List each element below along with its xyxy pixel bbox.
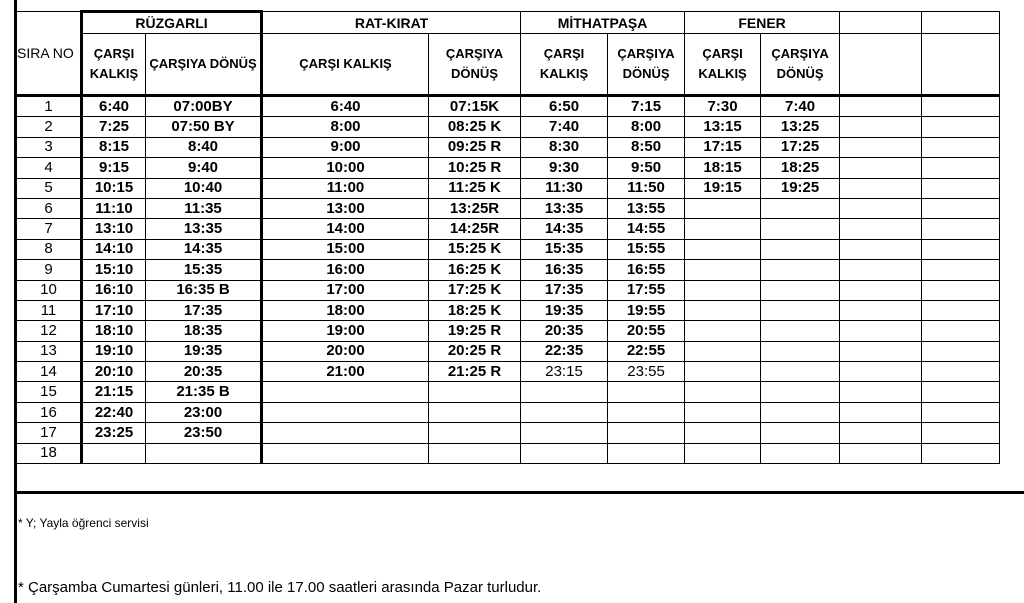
schedule-cell-m2: 23:55 [608, 362, 685, 382]
schedule-cell-r2: 19:35 [146, 341, 262, 361]
table-row [17, 158, 1000, 178]
schedule-cell-m1: 22:35 [521, 341, 608, 361]
schedule-cell-r1: 10:15 [82, 178, 146, 198]
empty-cell [922, 341, 1000, 361]
footnote-carsamba: * Çarşamba Cumartesi günleri, 11.00 ile 17.00 saatleri arasında Pazar turludur. [18, 579, 542, 596]
empty-cell [840, 178, 922, 198]
schedule-cell-k2: 18:25 K [429, 300, 521, 320]
empty-cell [840, 300, 922, 320]
empty-cell [922, 443, 1000, 463]
empty-cell [922, 219, 1000, 239]
table-row [17, 137, 1000, 157]
empty-cell [922, 198, 1000, 218]
schedule-cell-f2: 13:25 [761, 117, 840, 137]
schedule-cell-k1: 14:00 [262, 219, 429, 239]
schedule-cell-r1: 23:25 [82, 423, 146, 443]
empty-cell [840, 362, 922, 382]
schedule-cell-k2: 16:25 K [429, 260, 521, 280]
schedule-cell-f1 [685, 300, 761, 320]
schedule-cell-f2 [761, 423, 840, 443]
schedule-cell-no: 4 [17, 158, 82, 178]
schedule-cell-r2: 21:35 B [146, 382, 262, 402]
table-row [17, 321, 1000, 341]
empty-cell [840, 341, 922, 361]
schedule-cell-k1 [262, 382, 429, 402]
empty-cell [840, 96, 922, 117]
empty-cell [922, 280, 1000, 300]
schedule-cell-m2: 8:50 [608, 137, 685, 157]
schedule-cell-f2: 18:25 [761, 158, 840, 178]
schedule-cell-m1: 17:35 [521, 280, 608, 300]
empty-cell [840, 158, 922, 178]
schedule-cell-no: 18 [17, 443, 82, 463]
empty-header-cell [922, 34, 1000, 96]
schedule-cell-no: 9 [17, 260, 82, 280]
schedule-cell-r2: 11:35 [146, 198, 262, 218]
empty-cell [840, 321, 922, 341]
schedule-cell-f1 [685, 402, 761, 422]
schedule-cell-m1: 6:50 [521, 96, 608, 117]
group-header-mithatpasa: MİTHATPAŞA [521, 12, 685, 34]
schedule-cell-f2 [761, 341, 840, 361]
mithatpasa-carsi-kalkis-header: ÇARŞI KALKIŞ [521, 34, 608, 96]
schedule-cell-r2: 9:40 [146, 158, 262, 178]
schedule-cell-k2 [429, 423, 521, 443]
schedule-cell-m1: 8:30 [521, 137, 608, 157]
empty-cell [840, 137, 922, 157]
schedule-cell-k1: 15:00 [262, 239, 429, 259]
schedule-cell-m2: 19:55 [608, 300, 685, 320]
schedule-cell-f1: 18:15 [685, 158, 761, 178]
table-row [17, 117, 1000, 137]
schedule-cell-m1: 20:35 [521, 321, 608, 341]
ruzgarli-carsiya-donus-header: ÇARŞIYA DÖNÜŞ [146, 34, 262, 96]
table-row [17, 239, 1000, 259]
schedule-cell-no: 2 [17, 117, 82, 137]
schedule-cell-r1: 18:10 [82, 321, 146, 341]
empty-cell [922, 362, 1000, 382]
schedule-cell-m2: 11:50 [608, 178, 685, 198]
empty-cell [840, 423, 922, 443]
empty-cell [922, 137, 1000, 157]
schedule-cell-k2: 20:25 R [429, 341, 521, 361]
schedule-cell-k1: 13:00 [262, 198, 429, 218]
schedule-cell-f1 [685, 382, 761, 402]
schedule-cell-k1: 19:00 [262, 321, 429, 341]
schedule-cell-no: 11 [17, 300, 82, 320]
group-header-ruzgarli: RÜZGARLI [82, 12, 262, 34]
schedule-cell-f2: 19:25 [761, 178, 840, 198]
empty-cell [922, 300, 1000, 320]
empty-cell [922, 402, 1000, 422]
schedule-cell-f2 [761, 280, 840, 300]
table-row [17, 341, 1000, 361]
schedule-cell-r2: 8:40 [146, 137, 262, 157]
schedule-cell-f1 [685, 443, 761, 463]
schedule-cell-m2: 8:00 [608, 117, 685, 137]
schedule-cell-m2: 9:50 [608, 158, 685, 178]
fener-carsi-kalkis-header: ÇARŞI KALKIŞ [685, 34, 761, 96]
schedule-cell-f1 [685, 198, 761, 218]
empty-cell [922, 239, 1000, 259]
schedule-cell-k2: 11:25 K [429, 178, 521, 198]
schedule-cell-no: 3 [17, 137, 82, 157]
schedule-cell-m1: 16:35 [521, 260, 608, 280]
schedule-cell-k1: 21:00 [262, 362, 429, 382]
schedule-cell-r1: 6:40 [82, 96, 146, 117]
schedule-cell-no: 14 [17, 362, 82, 382]
schedule-cell-no: 7 [17, 219, 82, 239]
schedule-cell-m2: 7:15 [608, 96, 685, 117]
schedule-cell-k2: 14:25R [429, 219, 521, 239]
empty-cell [840, 219, 922, 239]
schedule-table [16, 10, 1000, 464]
empty-cell [922, 260, 1000, 280]
schedule-cell-r1: 16:10 [82, 280, 146, 300]
fener-carsiya-donus-header: ÇARŞIYA DÖNÜŞ [761, 34, 840, 96]
schedule-cell-f1 [685, 260, 761, 280]
schedule-cell-k2 [429, 382, 521, 402]
sub-header-row [17, 34, 1000, 96]
table-row [17, 300, 1000, 320]
schedule-cell-k2: 15:25 K [429, 239, 521, 259]
schedule-cell-r2 [146, 443, 262, 463]
schedule-cell-f1 [685, 362, 761, 382]
schedule-cell-no: 17 [17, 423, 82, 443]
schedule-cell-m1 [521, 443, 608, 463]
table-row [17, 178, 1000, 198]
table-row [17, 362, 1000, 382]
schedule-cell-no: 8 [17, 239, 82, 259]
schedule-cell-m2 [608, 402, 685, 422]
empty-cell [922, 423, 1000, 443]
empty-cell [840, 198, 922, 218]
table-row [17, 260, 1000, 280]
schedule-cell-f1: 7:30 [685, 96, 761, 117]
schedule-cell-f1 [685, 219, 761, 239]
schedule-cell-no: 12 [17, 321, 82, 341]
schedule-cell-k1: 10:00 [262, 158, 429, 178]
schedule-cell-r2: 23:00 [146, 402, 262, 422]
empty-cell [840, 280, 922, 300]
rat-kirat-carsi-kalkis-header: ÇARŞI KALKIŞ [262, 34, 429, 96]
schedule-cell-k1: 20:00 [262, 341, 429, 361]
schedule-cell-r2: 18:35 [146, 321, 262, 341]
schedule-cell-k1: 6:40 [262, 96, 429, 117]
empty-header-cell [922, 12, 1000, 34]
group-header-fener: FENER [685, 12, 840, 34]
schedule-cell-k2: 19:25 R [429, 321, 521, 341]
schedule-cell-f2: 17:25 [761, 137, 840, 157]
schedule-cell-r1: 13:10 [82, 219, 146, 239]
empty-cell [840, 443, 922, 463]
empty-header-cell [840, 34, 922, 96]
schedule-cell-k2: 13:25R [429, 198, 521, 218]
schedule-cell-f2 [761, 443, 840, 463]
schedule-cell-f2 [761, 198, 840, 218]
schedule-cell-k2: 07:15K [429, 96, 521, 117]
schedule-cell-m1: 15:35 [521, 239, 608, 259]
schedule-cell-no: 6 [17, 198, 82, 218]
schedule-cell-f1 [685, 321, 761, 341]
schedule-cell-k2: 08:25 K [429, 117, 521, 137]
schedule-cell-m2 [608, 423, 685, 443]
schedule-cell-m2 [608, 443, 685, 463]
schedule-cell-m1: 19:35 [521, 300, 608, 320]
schedule-cell-f1: 17:15 [685, 137, 761, 157]
empty-cell [922, 158, 1000, 178]
sira-no-header: SIRA NO [17, 12, 82, 96]
schedule-cell-f1 [685, 280, 761, 300]
schedule-cell-r2: 13:35 [146, 219, 262, 239]
schedule-cell-f1 [685, 239, 761, 259]
schedule-cell-r1: 19:10 [82, 341, 146, 361]
schedule-cell-r2: 20:35 [146, 362, 262, 382]
schedule-cell-m2: 17:55 [608, 280, 685, 300]
table-row [17, 402, 1000, 422]
schedule-cell-f2: 7:40 [761, 96, 840, 117]
table-row [17, 382, 1000, 402]
schedule-cell-no: 16 [17, 402, 82, 422]
schedule-cell-r1: 17:10 [82, 300, 146, 320]
schedule-cell-k1: 18:00 [262, 300, 429, 320]
empty-cell [840, 382, 922, 402]
schedule-cell-f2 [761, 382, 840, 402]
schedule-cell-r2: 16:35 B [146, 280, 262, 300]
schedule-cell-f2 [761, 260, 840, 280]
group-header-rat-kirat: RAT-KIRAT [262, 12, 521, 34]
ruzgarli-carsi-kalkis-header: ÇARŞI KALKIŞ [82, 34, 146, 96]
schedule-cell-f1: 13:15 [685, 117, 761, 137]
schedule-cell-k1 [262, 443, 429, 463]
schedule-cell-k1: 16:00 [262, 260, 429, 280]
schedule-cell-r1: 14:10 [82, 239, 146, 259]
schedule-cell-r1: 7:25 [82, 117, 146, 137]
schedule-cell-m2: 22:55 [608, 341, 685, 361]
table-row [17, 423, 1000, 443]
schedule-cell-m2 [608, 382, 685, 402]
schedule-cell-m1 [521, 382, 608, 402]
schedule-cell-f2 [761, 362, 840, 382]
schedule-cell-m2: 16:55 [608, 260, 685, 280]
schedule-cell-f2 [761, 219, 840, 239]
empty-cell [840, 402, 922, 422]
schedule-cell-k2 [429, 402, 521, 422]
schedule-cell-r1: 11:10 [82, 198, 146, 218]
empty-cell [840, 117, 922, 137]
empty-cell [840, 260, 922, 280]
schedule-cell-f2 [761, 402, 840, 422]
rat-kirat-carsiya-donus-header: ÇARŞIYA DÖNÜŞ [429, 34, 521, 96]
table-row [17, 219, 1000, 239]
schedule-cell-m1 [521, 423, 608, 443]
schedule-cell-m1: 23:15 [521, 362, 608, 382]
table-row [17, 198, 1000, 218]
schedule-cell-m2: 13:55 [608, 198, 685, 218]
schedule-cell-m1: 7:40 [521, 117, 608, 137]
schedule-cell-m2: 15:55 [608, 239, 685, 259]
schedule-cell-r1: 21:15 [82, 382, 146, 402]
empty-cell [922, 178, 1000, 198]
schedule-cell-no: 1 [17, 96, 82, 117]
empty-header-cell [840, 12, 922, 34]
schedule-cell-m1 [521, 402, 608, 422]
schedule-cell-r1: 20:10 [82, 362, 146, 382]
schedule-cell-r2: 07:00BY [146, 96, 262, 117]
empty-cell [922, 321, 1000, 341]
schedule-cell-r1: 15:10 [82, 260, 146, 280]
schedule-cell-k1 [262, 423, 429, 443]
table-row [17, 96, 1000, 117]
section-divider [16, 491, 1024, 494]
schedule-cell-k1: 9:00 [262, 137, 429, 157]
schedule-cell-no: 10 [17, 280, 82, 300]
schedule-cell-r2: 23:50 [146, 423, 262, 443]
schedule-cell-f2 [761, 239, 840, 259]
schedule-cell-r2: 07:50 BY [146, 117, 262, 137]
group-header-row [17, 12, 1000, 34]
schedule-cell-m1: 11:30 [521, 178, 608, 198]
schedule-cell-m1: 14:35 [521, 219, 608, 239]
empty-cell [922, 96, 1000, 117]
schedule-cell-r1 [82, 443, 146, 463]
footnote-yayla: * Y; Yayla öğrenci servisi [18, 516, 149, 530]
schedule-cell-k2 [429, 443, 521, 463]
schedule-cell-no: 5 [17, 178, 82, 198]
schedule-cell-r2: 14:35 [146, 239, 262, 259]
schedule-cell-k1: 8:00 [262, 117, 429, 137]
schedule-cell-no: 15 [17, 382, 82, 402]
schedule-cell-no: 13 [17, 341, 82, 361]
table-row [17, 280, 1000, 300]
schedule-cell-m1: 13:35 [521, 198, 608, 218]
schedule-cell-k1 [262, 402, 429, 422]
schedule-cell-f1: 19:15 [685, 178, 761, 198]
schedule-cell-r2: 10:40 [146, 178, 262, 198]
schedule-cell-r2: 17:35 [146, 300, 262, 320]
schedule-cell-f1 [685, 341, 761, 361]
schedule-cell-k2: 17:25 K [429, 280, 521, 300]
schedule-cell-k2: 10:25 R [429, 158, 521, 178]
schedule-cell-r1: 9:15 [82, 158, 146, 178]
empty-cell [922, 117, 1000, 137]
schedule-cell-k1: 11:00 [262, 178, 429, 198]
schedule-cell-f2 [761, 300, 840, 320]
schedule-cell-f2 [761, 321, 840, 341]
empty-cell [922, 382, 1000, 402]
schedule-cell-r2: 15:35 [146, 260, 262, 280]
schedule-cell-k2: 09:25 R [429, 137, 521, 157]
table-row [17, 443, 1000, 463]
schedule-cell-k1: 17:00 [262, 280, 429, 300]
empty-cell [840, 239, 922, 259]
mithatpasa-carsiya-donus-header: ÇARŞIYA DÖNÜŞ [608, 34, 685, 96]
schedule-cell-r1: 22:40 [82, 402, 146, 422]
schedule-cell-m1: 9:30 [521, 158, 608, 178]
schedule-cell-k2: 21:25 R [429, 362, 521, 382]
schedule-cell-m2: 20:55 [608, 321, 685, 341]
schedule-cell-m2: 14:55 [608, 219, 685, 239]
schedule-cell-r1: 8:15 [82, 137, 146, 157]
schedule-cell-f1 [685, 423, 761, 443]
